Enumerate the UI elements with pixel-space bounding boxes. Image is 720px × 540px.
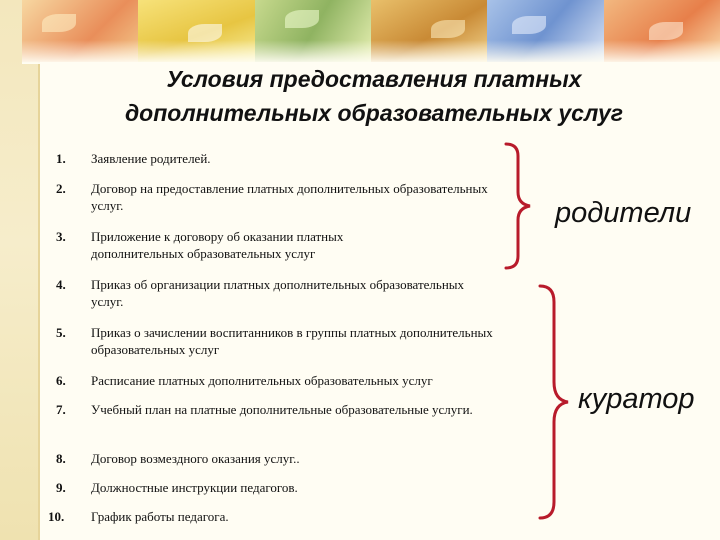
item-text: Договор возмездного оказания услуг.. <box>91 451 300 466</box>
item-text: Расписание платных дополнительных образовательных услуг <box>91 373 433 388</box>
item-number: 2. <box>56 181 66 196</box>
item-number: 9. <box>56 480 66 495</box>
left-decorative-strip <box>0 0 40 540</box>
banner-fade <box>22 40 720 64</box>
item-text: График работы педагога. <box>91 509 229 524</box>
item-number: 1. <box>56 151 66 166</box>
item-text: Приказ об организации платных дополнительных образовательных услуг. <box>91 277 465 309</box>
title-line-2: дополнительных образовательных услуг <box>124 100 624 126</box>
item-number: 10. <box>48 509 65 524</box>
parents-brace-icon <box>500 140 540 272</box>
item-text: Договор на предоставление платных дополнительных образовательных услуг. <box>91 181 488 213</box>
item-number: 5. <box>56 325 66 340</box>
slide-title <box>40 62 708 130</box>
curator-brace-icon <box>532 282 578 522</box>
item-number: 4. <box>56 277 66 292</box>
curator-label: куратор <box>578 383 695 415</box>
item-text: Учебный план на платные дополнительные образовательные услуги. <box>91 402 473 417</box>
title-line-1: Условия предоставления платных <box>166 66 582 92</box>
item-text: Заявление родителей. <box>91 151 211 166</box>
parents-label: родители <box>555 197 692 229</box>
item-number: 8. <box>56 451 66 466</box>
item-number: 7. <box>56 402 66 417</box>
item-text: Должностные инструкции педагогов. <box>91 480 298 495</box>
item-number: 6. <box>56 373 66 388</box>
item-number: 3. <box>56 229 66 244</box>
item-text: Приложение к договору об оказании платных дополнительных образовательных услуг <box>91 229 344 261</box>
item-text: Приказ о зачислении воспитанников в группы платных дополнительных образовательных услуг <box>91 325 493 357</box>
